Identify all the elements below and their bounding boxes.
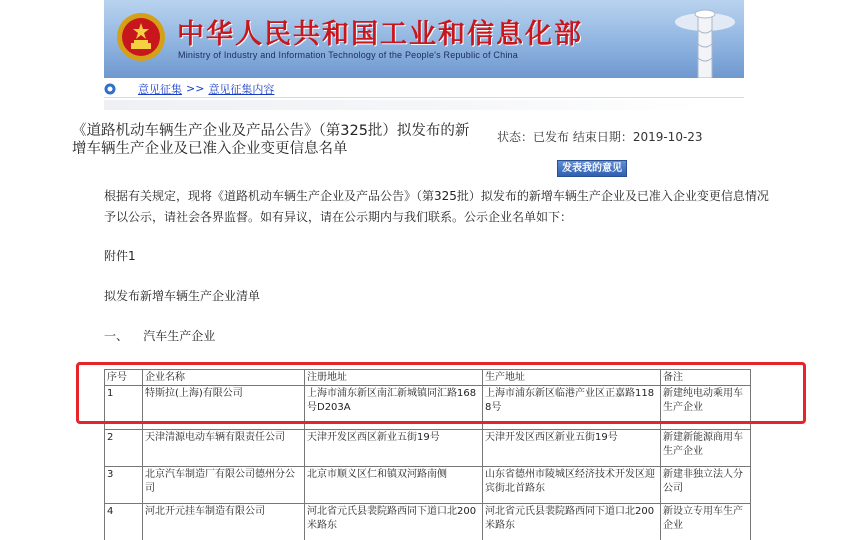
- header-cell: 企业名称: [143, 370, 305, 386]
- table-cell: 天津开发区西区新业五街19号: [483, 430, 661, 467]
- table-cell: 山东省德州市陵城区经济技术开发区迎宾街北首路东: [483, 467, 661, 504]
- national-emblem-icon: [116, 9, 166, 65]
- header-cell: 备注: [661, 370, 751, 386]
- table-cell: 新建非独立法人分公司: [661, 467, 751, 504]
- list-title: 拟发布新增车辆生产企业清单: [104, 289, 261, 303]
- breadcrumb-link-consultation-content[interactable]: 意见征集内容: [208, 82, 275, 96]
- bullet-circle-icon: [104, 83, 116, 95]
- table-cell: 新建新能源商用车生产企业: [661, 430, 751, 467]
- table-row: [105, 386, 751, 430]
- table-cell: 新建纯电动乘用车生产企业: [661, 386, 751, 430]
- table-cell: 新设立专用车生产企业: [661, 504, 751, 540]
- huabiao-pillar-icon: [660, 0, 740, 78]
- table-cell: 天津清源电动车辆有限责任公司: [143, 430, 305, 467]
- site-title-cn: 中华人民共和国工业和信息化部: [177, 19, 583, 50]
- header-cell: 生产地址: [483, 370, 661, 386]
- table-header-row: [105, 370, 751, 386]
- table-row: [105, 430, 751, 467]
- attachment-label: 附件1: [104, 249, 136, 263]
- breadcrumb: [104, 80, 744, 98]
- table-cell: 上海市浦东新区临港产业区正嘉路1188号: [483, 386, 661, 430]
- breadcrumb-separator: >>: [186, 82, 205, 95]
- table-row: [105, 504, 751, 540]
- table-cell: 河北省元氏县裴院路西同下道口北200米路东: [305, 504, 483, 540]
- status-text: 状态：已发布 结束日期：2019-10-23: [497, 130, 703, 144]
- header-cell: 序号: [105, 370, 143, 386]
- enterprise-table: [104, 369, 750, 540]
- section-heading: 一、 汽车生产企业: [104, 329, 216, 343]
- table-cell: 1: [105, 386, 143, 430]
- table-cell: 河北开元挂车制造有限公司: [143, 504, 305, 540]
- submit-feedback-button[interactable]: 发表我的意见: [557, 160, 627, 177]
- table-cell: 特斯拉(上海)有限公司: [143, 386, 305, 430]
- breadcrumb-link-consultation[interactable]: 意见征集: [138, 82, 182, 96]
- table-cell: 北京市顺义区仁和镇双河路南侧: [305, 467, 483, 504]
- table-cell: 上海市浦东新区南汇新城镇同汇路168号D203A: [305, 386, 483, 430]
- intro-paragraph: 根据有关规定，现将《道路机动车辆生产企业及产品公告》（第325批）拟发布的新增车辆生产企业及已准入企业变更信息情况予以公示，请社会各界监督。如有异议，请在公示期内与我们联系。公示企业名单如下：: [104, 189, 769, 224]
- table-row: [105, 467, 751, 504]
- divider: [104, 100, 700, 110]
- table-cell: 2: [105, 430, 143, 467]
- table-cell: 天津开发区西区新业五街19号: [305, 430, 483, 467]
- site-title-en: Ministry of Industry and Information Technology of the People's Republic of China: [178, 50, 518, 60]
- table-cell: 4: [105, 504, 143, 540]
- table-cell: 北京汽车制造厂有限公司德州分公司: [143, 467, 305, 504]
- site-banner: [104, 0, 744, 78]
- header-cell: 注册地址: [305, 370, 483, 386]
- document-title: 《道路机动车辆生产企业及产品公告》（第325批）拟发布的新增车辆生产企业及已准入企业变更信息名单: [72, 123, 470, 157]
- table-cell: 3: [105, 467, 143, 504]
- table-cell: 河北省元氏县裴院路西同下道口北200米路东: [483, 504, 661, 540]
